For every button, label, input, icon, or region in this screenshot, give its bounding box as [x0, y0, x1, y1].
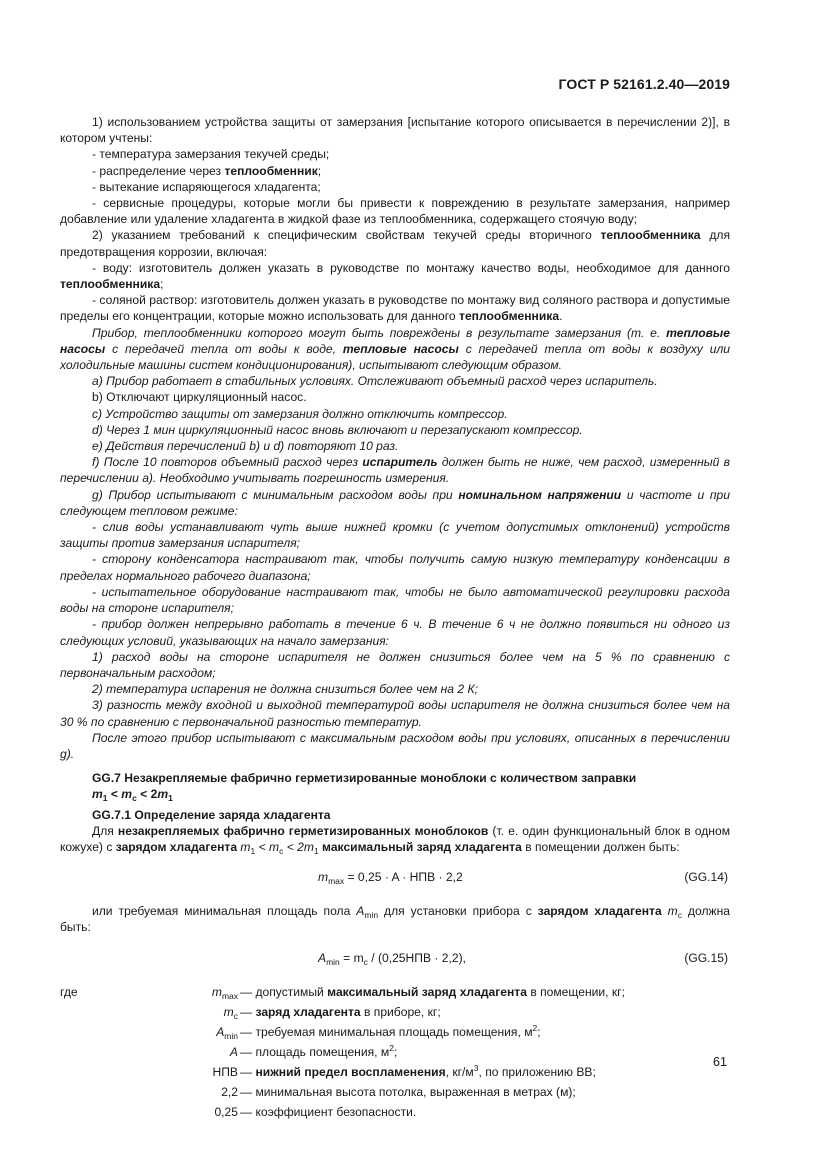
- italic-paragraph: Прибор, теплообменники которого могут быть повреждены в результате замерзания (т. е. тепловые насосы с передачей тепла от воды к воде, тепловые насосы с передачей тепла от воды к воздуху или холодильные машины систем кондиционирования), испытывают следующим образом.: [60, 325, 731, 373]
- list-item: - температура замерзания текучей среды;: [92, 147, 330, 162]
- formula-number: (GG.15): [684, 950, 728, 965]
- page-body: [60, 114, 730, 1124]
- list-item: - воду: изготовитель должен указать в руководстве по монтажу качество воды, необходимое для данного теплообменника;: [60, 260, 730, 292]
- page-number: 61: [713, 1055, 727, 1069]
- formula-expression: $A_{min} = m_c / (0,25НПВ \cdot 2,2)$,: [318, 950, 466, 967]
- list-item: - испытательное оборудование настраивают так, чтобы не было автоматической регулировки расхода воды на стороне испарителя;: [60, 584, 730, 616]
- document-header: ГОСТ Р 52161.2.40—2019: [558, 76, 730, 92]
- condition-item: 3) разность между входной и выходной температурой воды испарителя не должна снизиться более чем на 30 % по сравнению с первоначальной разностью температур.: [60, 698, 730, 729]
- list-item: - прибор должен непрерывно работать в течение 6 ч. В течение 6 ч не должно появиться ни одного из следующих условий, указывающих на начало замерзания:: [60, 617, 730, 648]
- italic-paragraph: После этого прибор испытывают с максимальным расходом воды при условиях, описанных в перечислении g).: [60, 730, 730, 761]
- test-step: f) После 10 повторов объемный расход через испаритель должен быть не ниже, чем расход, измеренный в перечислении a). Необходимо учитывать погрешность измерения.: [60, 455, 730, 486]
- test-step: g) Прибор испытывают с минимальным расходом воды при номинальном напряжении и частоте и при следующем тепловом режиме:: [60, 487, 730, 518]
- list-item: - соляной раствор: изготовитель должен указать в руководстве по монтажу вид соляного раствора и допустимые пределы его концентрации, которые можно использовать для данного теплообменника.: [60, 293, 730, 324]
- formula-number: (GG.14): [684, 870, 728, 885]
- list-item: - слив воды устанавливают чуть выше нижней кромки (с учетом допустимых отклонений) устройств защиты против замерзания испарителя;: [60, 520, 730, 551]
- list-item: - распределение через теплообменник;: [92, 163, 322, 178]
- legend-row: $m_c$ — заряд хладагента в приборе, кг;: [223, 1004, 441, 1021]
- paragraph: 2) указанием требований к специфическим свойствам текучей среды вторичного теплообменника для предотвращения коррозии, включая:: [60, 228, 730, 259]
- test-step: c) Устройство защиты от замерзания должно отключить компрессор.: [92, 406, 508, 421]
- test-step: b) Отключают циркуляционный насос.: [92, 390, 307, 405]
- paragraph: Для незакрепляемых фабрично герметизированных моноблоков (т. е. один функциональный блок в одном кожухе) с зарядом хладагента $m_1 < m_c < 2m_1$ максимальный заряд хладагента в помещении должен быть:: [60, 823, 731, 856]
- legend-row: 0,25 — коэффициент безопасности.: [214, 1104, 417, 1119]
- section-heading: GG.7 Незакрепляемые фабрично герметизированные моноблоки с количеством заправки: [92, 771, 637, 786]
- list-item: - вытекание испаряющегося хладагента;: [92, 179, 321, 194]
- subsection-heading: GG.7.1 Определение заряда хладагента: [92, 807, 331, 822]
- paragraph: 1) использованием устройства защиты от замерзания [испытание которого описывается в перечислении 2)], в котором учтены:: [60, 115, 730, 146]
- list-item: - сервисные процедуры, которые могли бы привести к повреждению в результате замерзания, например добавление или удаление хладагента в жидкой фазе из теплообменника, содержащего стоячую воду;: [60, 196, 730, 227]
- legend-row: 2,2 — минимальная высота потолка, выраженная в метрах (м);: [221, 1084, 576, 1099]
- section-heading-formula: $m_1 < m_c < 2m_1$: [92, 787, 173, 804]
- legend-row: A — площадь помещения, $м^2$;: [229, 1042, 398, 1059]
- formula-expression: $m_{max} = 0,25 \cdot A$ · НПВ · 2,2: [318, 870, 463, 887]
- formula-gg14: [60, 869, 730, 887]
- test-step: d) Через 1 мин циркуляционный насос вновь включают и перезапускают компрессор.: [92, 422, 583, 437]
- legend-row: где $m_{max}$ — допустимый максимальный заряд хладагента в помещении, кг;: [60, 984, 625, 1001]
- list-item: - сторону конденсатора настраивают так, чтобы получить самую низкую температуру конденсации в пределах нормального рабочего диапазона;: [60, 552, 730, 583]
- test-step: e) Действия перечислений b) и d) повторяют 10 раз.: [92, 439, 399, 454]
- formula-gg15: [60, 950, 730, 968]
- paragraph: или требуемая минимальная площадь пола $A_{min}$ для установки прибора с зарядом хладагента $m_c$ должна быть:: [60, 904, 731, 935]
- condition-item: 1) расход воды на стороне испарителя не должен снизиться более чем на 5 % по сравнению с первоначальным расходом;: [60, 649, 730, 680]
- test-step: a) Прибор работает в стабильных условиях. Отслеживают объемный расход через испаритель.: [92, 374, 658, 389]
- symbol-legend: [60, 984, 730, 1124]
- legend-row: НПВ — нижний предел воспламенения, $кг/м^3$, по приложению ВВ;: [212, 1062, 596, 1079]
- legend-row: $A_{min}$ — требуемая минимальная площадь помещения, $м^2$;: [216, 1022, 541, 1041]
- condition-item: 2) температура испарения не должна снизиться более чем на 2 К;: [92, 682, 478, 697]
